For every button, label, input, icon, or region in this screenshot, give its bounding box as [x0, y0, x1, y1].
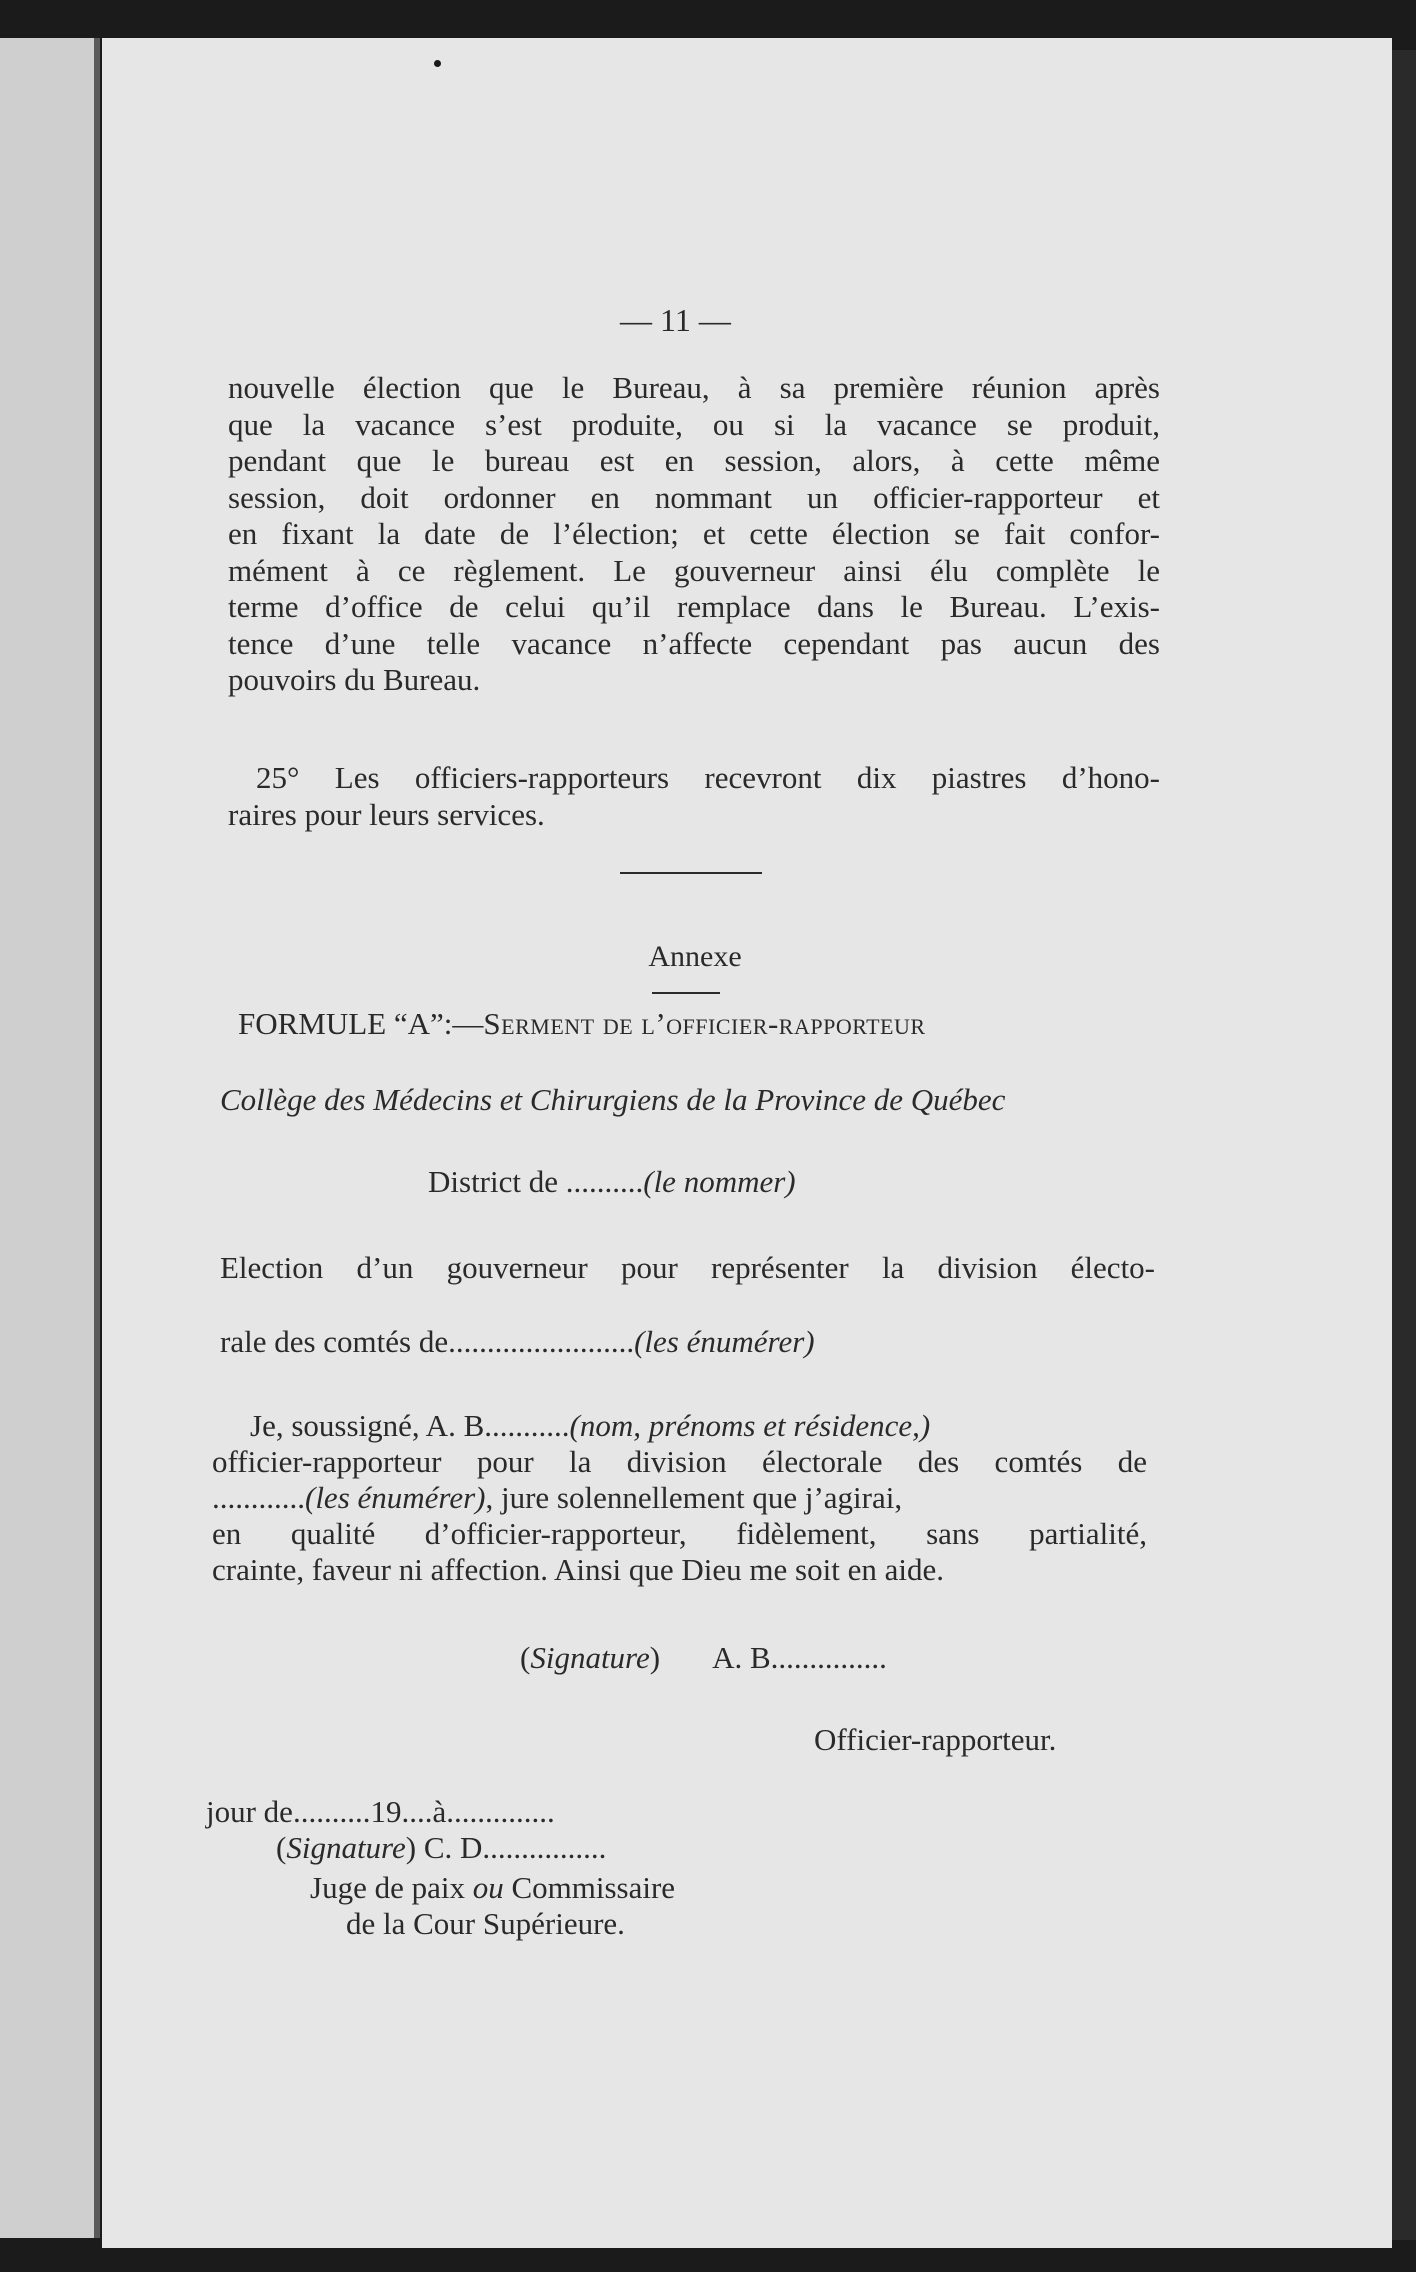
paragraph-line: session, doit ordonner en nommant un officier-rapporteur et: [228, 479, 1160, 515]
signature-cd-line: (Signature) C. D................: [276, 1830, 607, 1865]
oath-line-1-hint: (nom, prénoms et résidence,): [569, 1408, 931, 1443]
formule-caption: Serment de l’officier-rapporteur: [483, 1006, 926, 1041]
paragraph-line: pendant que le bureau est en session, alors, à cette même: [228, 443, 1160, 478]
oath-line-3: [212, 1480, 902, 1516]
juge-line-1-b: Commissaire: [503, 1870, 676, 1905]
formule-heading: [238, 1006, 926, 1042]
right-page-edge: [1392, 50, 1416, 2240]
formule-prefix: FORMULE “A”:—: [238, 1006, 484, 1041]
signature-label: Signature: [530, 1640, 650, 1675]
signature2-cd: C. D................: [423, 1830, 607, 1865]
speck-mark: [434, 60, 441, 67]
signature2-label: Signature: [286, 1830, 406, 1865]
district-line: [428, 1164, 796, 1200]
paragraph-line: raires pour leurs services.: [228, 796, 545, 832]
college-name: Collège des Médecins et Chirurgiens de la Province de Québec: [220, 1082, 1006, 1117]
oath-line-2: officier-rapporteur pour la division électorale des comtés de: [212, 1444, 1147, 1479]
district-hint: (le nommer): [643, 1164, 796, 1199]
annexe-underline: [652, 992, 720, 994]
page-number: — 11 —: [620, 302, 731, 338]
paragraph-line: nouvelle élection que le Bureau, à sa première réunion après: [228, 370, 1160, 405]
paragraph-line: mément à ce règlement. Le gouverneur ainsi élu complète le: [228, 552, 1160, 588]
oath-line-5: crainte, faveur ni affection. Ainsi que Dieu me soit en aide.: [212, 1552, 944, 1587]
annexe-title: Annexe: [648, 940, 742, 973]
election-line-1: Election d’un gouverneur pour représenter la division électo-: [220, 1250, 1155, 1285]
paragraph-line: tence d’une telle vacance n’affecte cependant pas aucun des: [228, 625, 1160, 661]
oath-line-1: [250, 1408, 930, 1444]
oath-line-3-rest: , jure solennellement que j’agirai,: [485, 1480, 903, 1515]
paragraph-line: terme d’office de celui qu’il remplace dans le Bureau. L’exis-: [228, 589, 1160, 624]
paragraph-line: que la vacance s’est produite, ou si la vacance se produit,: [228, 406, 1160, 442]
section-divider: [620, 872, 762, 874]
oath-line-3-hint: (les énumérer): [305, 1480, 486, 1515]
juge-line-1-ou: ou: [472, 1870, 504, 1905]
signature-line: (Signature) A. B...............: [520, 1640, 887, 1675]
oath-line-1-label: Je, soussigné, A. B...........: [250, 1408, 570, 1443]
paragraph-honoraires: [228, 760, 1160, 833]
juge-line-2: de la Cour Supérieure.: [346, 1906, 625, 1941]
district-label: District de ..........: [428, 1164, 644, 1199]
jour-line: jour de..........19....à..............: [206, 1794, 555, 1829]
juge-line-1-a: Juge de paix: [310, 1870, 473, 1905]
election-line-2: [220, 1324, 815, 1360]
election-line-2-hint: (les énumérer): [634, 1324, 815, 1359]
binding-edge: [94, 38, 100, 2238]
paragraph-line: 25° Les officiers-rapporteurs recevront dix piastres d’hono-: [256, 760, 1160, 795]
election-line-2-label: rale des comtés de........................: [220, 1324, 635, 1359]
paragraph-line: pouvoirs du Bureau.: [228, 662, 481, 697]
oath-line-4: en qualité d’officier-rapporteur, fidèlement, sans partialité,: [212, 1516, 1147, 1551]
paragraph-line: en fixant la date de l’élection; et cette élection se fait confor-: [228, 516, 1160, 551]
signature-ab: A. B...............: [712, 1640, 887, 1675]
officer-title: Officier-rapporteur.: [814, 1722, 1057, 1757]
left-page-margin: [0, 38, 100, 2238]
oath-line-3-dots: ............: [212, 1480, 305, 1515]
paragraph-vacancy: [228, 370, 1160, 699]
juge-line-1: [310, 1870, 675, 1906]
